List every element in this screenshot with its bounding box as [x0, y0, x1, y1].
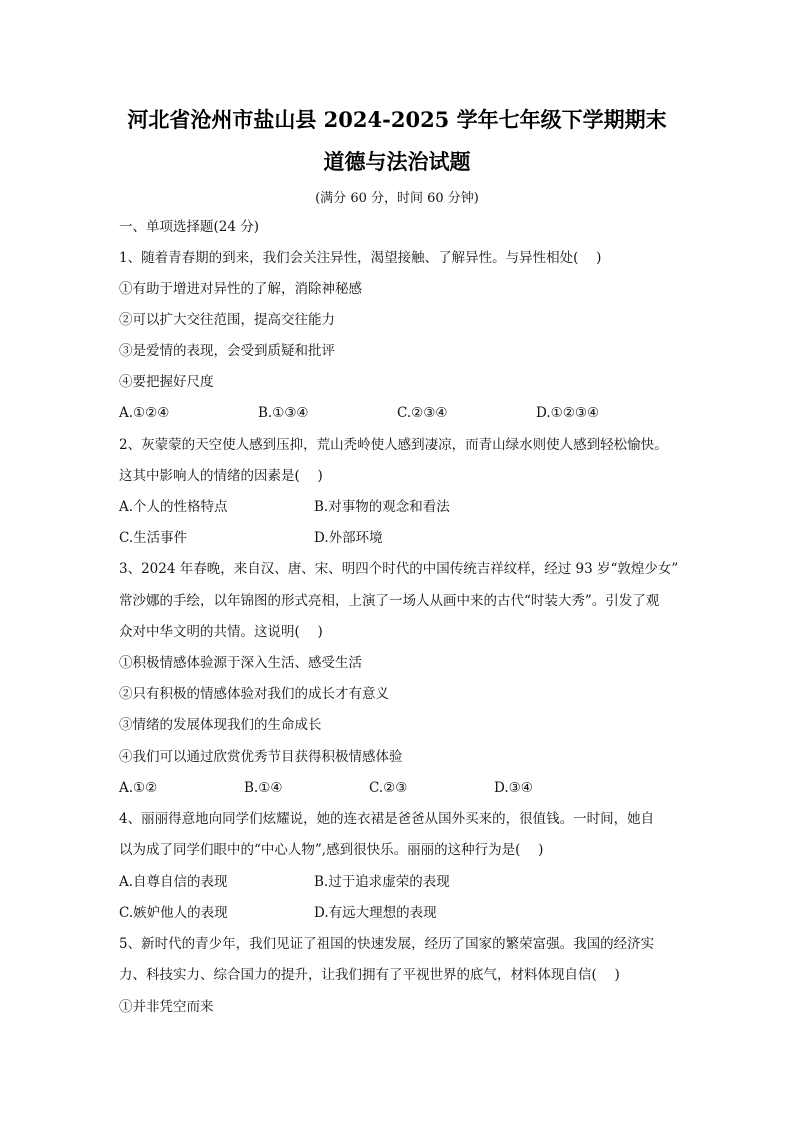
q1-item-2: ②可以扩大交往范围，提高交往能力	[119, 312, 335, 328]
q3-stem-line2: 常沙娜的手绘，以年锦图的形式亮相，上演了一场人从画中来的古代“时装大秀”。引发了观	[119, 593, 660, 609]
exam-title-line2: 道德与法治试题	[323, 149, 471, 174]
q3-option-d: D.③④	[494, 780, 533, 796]
exam-subtitle: (满分 60 分，时间 60 分钟)	[315, 191, 479, 206]
q2-option-c: C.生活事件	[119, 530, 188, 546]
q2-stem-line1: 2、灰蒙蒙的天空使人感到压抑，荒山秃岭使人感到凄凉，而青山绿水则使人感到轻松愉快。	[119, 437, 668, 453]
q2-option-a: A.个人的性格特点	[119, 499, 228, 515]
q4-option-d: D.有远大理想的表现	[314, 905, 437, 921]
section-heading: 一、单项选择题(24 分)	[119, 219, 260, 235]
q5-stem-line2: 力、科技实力、综合国力的提升，让我们拥有了平视世界的底气，材料体现自信( )	[119, 967, 620, 983]
q1-stem: 1、随着青春期的到来，我们会关注异性，渴望接触、了解异性。与异性相处( )	[119, 250, 602, 266]
q3-item-3: ③情绪的发展体现我们的生命成长	[119, 717, 322, 733]
q3-item-4: ④我们可以通过欣赏优秀节目获得积极情感体验	[119, 749, 403, 765]
q1-item-1: ①有助于增进对异性的了解，消除神秘感	[119, 281, 362, 297]
q4-stem-line2: 以为成了同学们眼中的“中心人物”,感到很快乐。丽丽的这种行为是( )	[119, 842, 544, 858]
q2-stem-line2: 这其中影响人的情绪的因素是( )	[119, 468, 323, 484]
q3-option-a: A.①②	[119, 780, 158, 796]
q3-option-b: B.①④	[244, 780, 283, 796]
q3-stem-line1: 3、2024 年春晚，来自汉、唐、宋、明四个时代的中国传统吉祥纹样，经过 93 岁“敦煌少女”	[119, 561, 679, 577]
q1-option-d: D.①②③④	[536, 405, 600, 421]
q5-stem-line1: 5、新时代的青少年，我们见证了祖国的快速发展，经历了国家的繁荣富强。我国的经济实	[119, 936, 655, 952]
q2-option-d: D.外部环境	[314, 530, 383, 546]
q2-option-b: B.对事物的观念和看法	[314, 499, 450, 515]
q1-item-3: ③是爱情的表现，会受到质疑和批评	[119, 343, 335, 359]
q3-stem-line3: 众对中华文明的共情。这说明( )	[119, 624, 323, 640]
q4-option-b: B.过于追求虚荣的表现	[314, 874, 450, 890]
exam-title-line1: 河北省沧州市盐山县 2024-2025 学年七年级下学期期末	[127, 107, 667, 132]
q5-item-1: ①并非凭空而来	[119, 999, 214, 1015]
q4-option-c: C.嫉妒他人的表现	[119, 905, 228, 921]
q3-item-2: ②只有积极的情感体验对我们的成长才有意义	[119, 686, 389, 702]
q3-option-c: C.②③	[369, 780, 408, 796]
q1-option-c: C.②③④	[397, 405, 448, 421]
q3-item-1: ①积极情感体验源于深入生活、感受生活	[119, 655, 362, 671]
q1-item-4: ④要把握好尺度	[119, 374, 214, 390]
q1-option-b: B.①③④	[258, 405, 309, 421]
q1-option-a: A.①②④	[119, 405, 170, 421]
q4-stem-line1: 4、丽丽得意地向同学们炫耀说，她的连衣裙是爸爸从国外买来的，很值钱。一时间，她自	[119, 811, 655, 827]
q4-option-a: A.自尊自信的表现	[119, 874, 228, 890]
